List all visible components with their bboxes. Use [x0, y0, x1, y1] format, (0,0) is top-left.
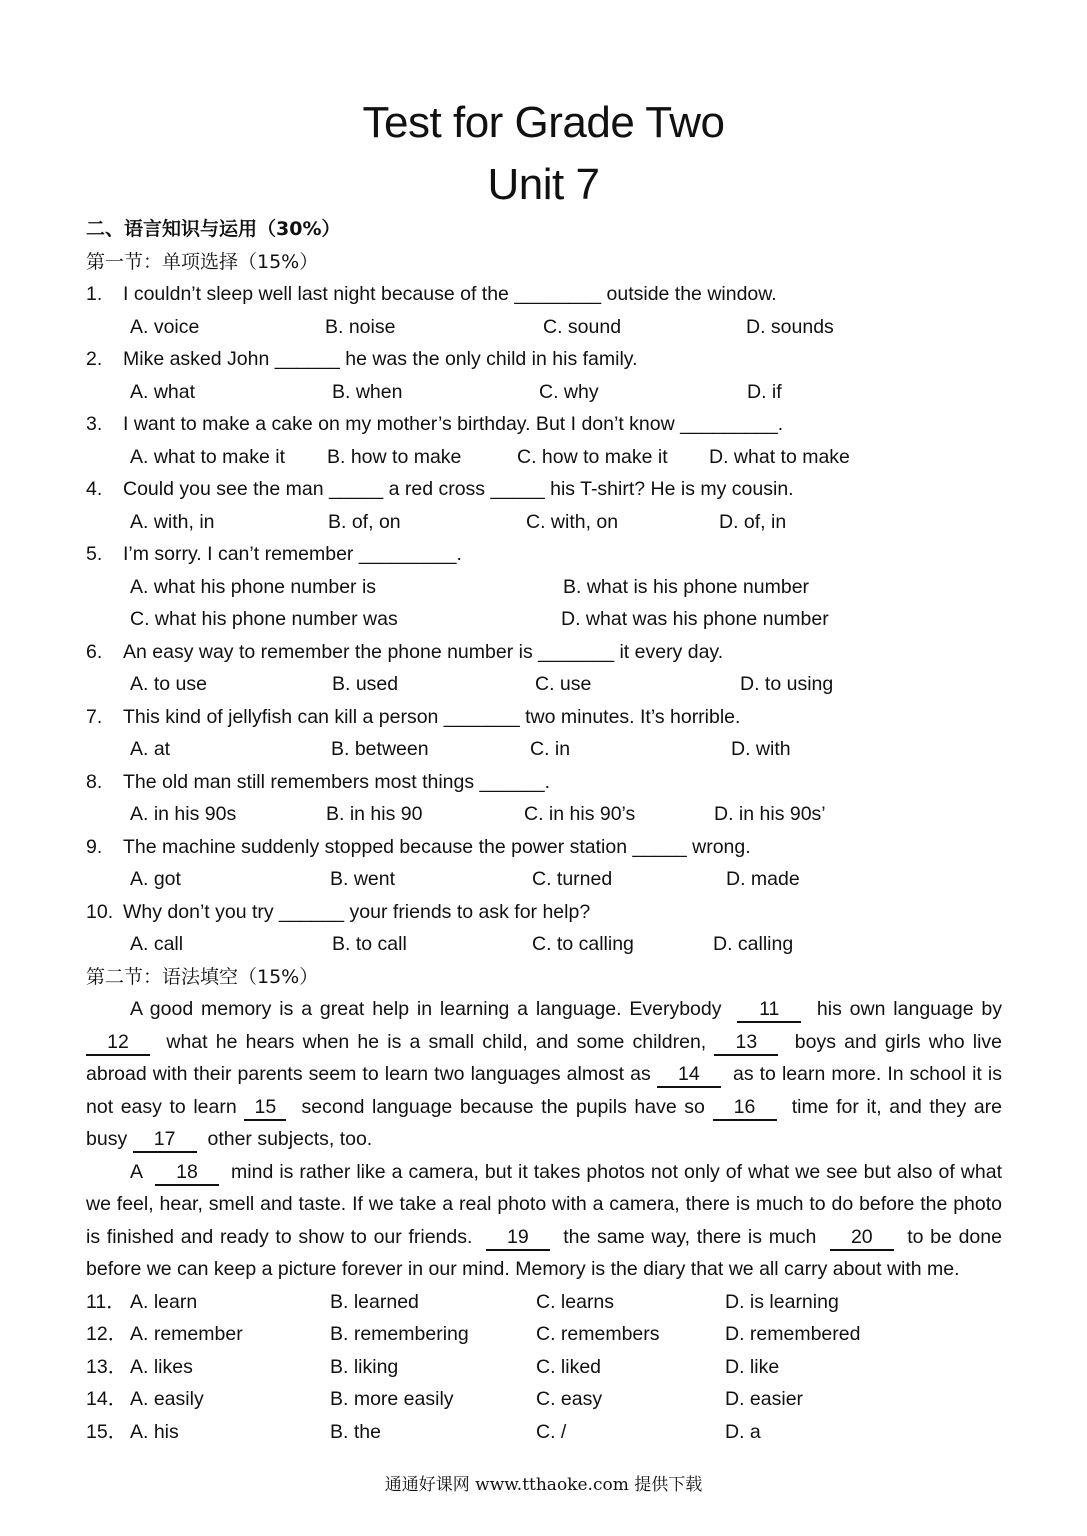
- content: [86, 213, 1002, 1448]
- section2-questions: [86, 1286, 1002, 1449]
- options-row: [86, 668, 1002, 701]
- question-number: 14．: [86, 1388, 128, 1410]
- passage-text: mind is rather like a camera, but it takes photos not only of what we see but also of what we feel, hear, smell and taste. If we take a real photo with a camera, there is much to do before the photo is finished and ready to show to our friends.: [86, 1160, 1002, 1248]
- passage-text: A: [130, 1160, 144, 1183]
- question-row: [86, 1286, 1002, 1319]
- options-row: [86, 863, 1002, 896]
- question-text: Why don’t you try ______ your friends to ask for help?: [123, 900, 591, 923]
- passage-paragraph-2: [86, 1156, 1002, 1286]
- question-number: 10.: [86, 900, 114, 923]
- blank-18: 18: [155, 1160, 219, 1186]
- answer-option: A. at: [130, 738, 171, 760]
- question-text: The old man still remembers most things ______.: [123, 770, 551, 793]
- options-row: [86, 603, 1002, 636]
- answer-option: A. to use: [130, 673, 207, 695]
- answer-option: C. how to make it: [517, 445, 668, 468]
- answer-option: C. liked: [536, 1355, 602, 1378]
- question-row: [86, 1416, 1002, 1449]
- question-number: 5.: [86, 543, 103, 565]
- question-text: I couldn’t sleep well last night because of the ________ outside the window.: [123, 283, 777, 305]
- answer-option: C. with, on: [526, 510, 619, 533]
- options-row: [86, 928, 1002, 961]
- answer-option: D. remembered: [725, 1323, 861, 1345]
- answer-option: C. /: [536, 1420, 567, 1443]
- answer-option: A. what: [130, 380, 196, 403]
- section1-questions: [86, 278, 1002, 961]
- question-number: 2.: [86, 348, 103, 370]
- answer-option: B. noise: [325, 315, 396, 338]
- answer-option: B. learned: [330, 1290, 419, 1313]
- options-row: [86, 311, 1002, 344]
- question-number: 9.: [86, 835, 103, 858]
- blank-17: 17: [133, 1127, 197, 1153]
- page-title: Test for Grade Two: [362, 98, 725, 147]
- answer-option: C. remembers: [536, 1323, 660, 1345]
- answer-option: A. likes: [130, 1355, 193, 1378]
- passage-text: his own language by: [816, 998, 1002, 1020]
- answer-option: D. calling: [713, 933, 794, 955]
- answer-option: A. got: [130, 868, 181, 890]
- passage-paragraph-1: [86, 993, 1002, 1156]
- answer-option: D. what to make: [709, 445, 850, 468]
- footer-credit: 通通好课网 www.tthaoke.com 提供下载: [384, 1475, 703, 1495]
- question-number: 13．: [86, 1355, 128, 1378]
- options-row: [86, 376, 1002, 409]
- answer-option: A. remember: [130, 1323, 243, 1345]
- answer-option: A. what to make it: [130, 445, 285, 468]
- question-text: An easy way to remember the phone number is _______ it every day.: [123, 640, 724, 663]
- question-row: [86, 343, 1002, 376]
- passage-text: A good memory is a great help in learning a language. Everybody: [130, 998, 722, 1020]
- answer-option: D. made: [726, 868, 800, 890]
- answer-option: D. in his 90s’: [714, 803, 826, 825]
- answer-option: D. if: [747, 380, 782, 403]
- question-text: I’m sorry. I can’t remember _________.: [123, 543, 462, 565]
- answer-option: A. in his 90s: [130, 803, 237, 825]
- blank-13: 13: [714, 1030, 778, 1056]
- answer-option: A. his: [130, 1420, 179, 1443]
- answer-option: C. in: [530, 738, 571, 760]
- options-row: [86, 798, 1002, 831]
- blank-20: 20: [830, 1225, 894, 1251]
- question-row: [86, 766, 1002, 799]
- title-block: [0, 92, 1087, 216]
- blank-15: 15: [244, 1095, 286, 1121]
- answer-option: B. more easily: [330, 1388, 454, 1410]
- answer-option: D. is learning: [725, 1290, 839, 1313]
- passage-text: as to learn more. In school it is not easy to learn: [86, 1063, 1002, 1118]
- answer-option: B. when: [332, 380, 403, 403]
- answer-option: A. voice: [130, 315, 200, 338]
- answer-option: A. learn: [130, 1290, 198, 1313]
- passage-text: boys and girls who live abroad with their parents seem to learn two languages almost as: [86, 1030, 1003, 1085]
- page-subtitle: Unit 7: [487, 160, 600, 209]
- answer-option: B. liking: [330, 1355, 399, 1378]
- section2-heading: 第二节：语法填空（15%）: [86, 965, 319, 988]
- question-number: 7.: [86, 705, 103, 728]
- answer-option: D. a: [725, 1420, 761, 1443]
- options-row: [86, 733, 1002, 766]
- question-number: 15．: [86, 1420, 128, 1443]
- question-row: [86, 408, 1002, 441]
- answer-option: B. between: [331, 738, 429, 760]
- section1-heading: 第一节：单项选择（15%）: [86, 250, 319, 273]
- question-row: [86, 636, 1002, 669]
- passage-text: second language because the pupils have so: [301, 1095, 705, 1118]
- question-row: [86, 831, 1002, 864]
- answer-option: C. in his 90’s: [524, 803, 636, 825]
- answer-option: C. learns: [536, 1290, 615, 1313]
- answer-option: B. used: [332, 673, 399, 695]
- answer-option: D. like: [725, 1355, 780, 1378]
- blank-16: 16: [713, 1095, 777, 1121]
- question-text: The machine suddenly stopped because the power station _____ wrong.: [123, 835, 751, 858]
- question-number: 11．: [86, 1290, 126, 1313]
- answer-option: B. remembering: [330, 1323, 469, 1345]
- answer-option: C. sound: [543, 315, 622, 338]
- answer-option: D. what was his phone number: [561, 608, 829, 630]
- blank-14: 14: [657, 1062, 721, 1088]
- answer-option: D. to using: [740, 673, 834, 695]
- passage-text: to be done before we can keep a picture forever in our mind. Memory is the diary that we all carry about with me.: [86, 1225, 1002, 1280]
- question-row: [86, 278, 1002, 311]
- question-row: [86, 538, 1002, 571]
- blank-12: 12: [86, 1030, 150, 1056]
- answer-option: C. turned: [532, 868, 613, 890]
- answer-option: D. of, in: [719, 510, 787, 533]
- question-row: [86, 1383, 1002, 1416]
- question-row: [86, 1318, 1002, 1351]
- blank-11: 11: [737, 997, 801, 1023]
- blank-19: 19: [486, 1225, 550, 1251]
- options-row: [86, 571, 1002, 604]
- question-text: This kind of jellyfish can kill a person _______ two minutes. It’s horrible.: [123, 705, 741, 728]
- options-row: [86, 441, 1002, 474]
- part-heading: 二、语言知识与运用（30%）: [86, 218, 341, 240]
- answer-option: C. easy: [536, 1388, 603, 1410]
- options-row: [86, 506, 1002, 539]
- question-text: I want to make a cake on my mother’s birthday. But I don’t know _________.: [123, 413, 784, 435]
- answer-option: B. what is his phone number: [563, 575, 810, 598]
- answer-option: C. why: [539, 380, 599, 403]
- passage-text: other subjects, too.: [207, 1128, 373, 1150]
- answer-option: B. how to make: [327, 445, 462, 468]
- answer-option: B. to call: [332, 933, 407, 955]
- answer-option: A. with, in: [130, 510, 215, 533]
- question-text: Could you see the man _____ a red cross _____ his T-shirt? He is my cousin.: [123, 478, 794, 500]
- question-row: [86, 1351, 1002, 1384]
- question-row: [86, 701, 1002, 734]
- question-number: 6.: [86, 640, 103, 663]
- question-number: 3.: [86, 413, 103, 435]
- answer-option: D. with: [731, 738, 791, 760]
- passage-text: what he hears when he is a small child, and some children,: [166, 1030, 707, 1053]
- question-number: 12．: [86, 1323, 128, 1345]
- answer-option: B. the: [330, 1420, 381, 1443]
- question-number: 8.: [86, 770, 103, 793]
- question-row: [86, 896, 1002, 929]
- answer-option: D. easier: [725, 1388, 804, 1410]
- question-number: 4.: [86, 478, 103, 500]
- answer-option: B. of, on: [328, 510, 401, 533]
- answer-option: B. went: [330, 868, 396, 890]
- answer-option: D. sounds: [746, 315, 834, 338]
- answer-option: C. to calling: [532, 933, 634, 955]
- answer-option: C. use: [535, 673, 592, 695]
- answer-option: B. in his 90: [326, 803, 423, 825]
- answer-option: A. call: [130, 933, 184, 955]
- question-text: Mike asked John ______ he was the only child in his family.: [123, 348, 638, 370]
- passage-text: the same way, there is much: [563, 1225, 817, 1248]
- question-row: [86, 473, 1002, 506]
- answer-option: A. what his phone number is: [130, 575, 377, 598]
- passage-text: time for it, and they are busy: [86, 1095, 1003, 1150]
- question-number: 1.: [86, 283, 103, 305]
- answer-option: C. what his phone number was: [130, 608, 398, 630]
- answer-option: A. easily: [130, 1388, 204, 1410]
